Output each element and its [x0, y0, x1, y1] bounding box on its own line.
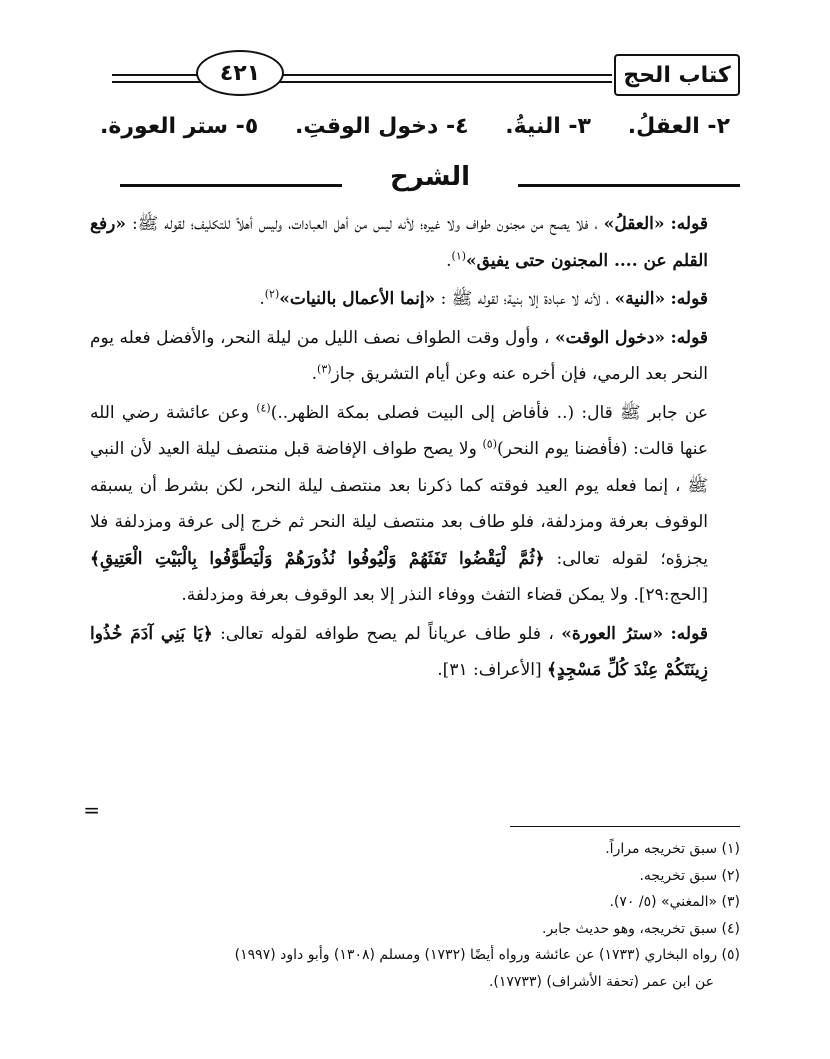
quran-verse: ﴿يَا بَنِي آدَمَ خُذُوا زِينَتَكُمْ عِنْدَ كُلِّ مَسْجِدٍ﴾ [90, 623, 708, 680]
continuation-mark: = [83, 798, 100, 822]
text: ، لأنه لا عبادة إلا بنية؛ لقوله ﷺ : [440, 289, 610, 309]
paragraph-evidence [90, 395, 740, 614]
term: «العقلُ» [603, 214, 665, 234]
label: قوله: [670, 623, 708, 644]
footnote-ref: (٢) [264, 287, 280, 301]
paragraph-time: قوله: «دخول الوقت» ، وأول وقت الطواف نصف الليل من ليلة النحر، والأفضل فعله يوم النحر بعد الرمي، فإن أخره عنه وعن أيام التشريق جاز$^{(٣)}$. [90, 327, 708, 384]
paragraph-covering: قوله: «سترُ العورة» ، فلو طاف عرياناً لم يصح طوافه لقوله تعالى: ﴿يَا بَنِي آدَمَ خُذُوا زِينَتَكُمْ عِنْدَ كُلِّ مَسْجِدٍ﴾ [الأعراف: ٣١]. [90, 623, 708, 680]
paragraph-intention: قوله: «النية» ، لأنه لا عبادة إلا بنية؛ لقوله ﷺ : «إنما الأعمال بالنيات»$^{(٢)}$. [259, 287, 708, 309]
condition-item: ٤- دخول الوقتِ. [294, 114, 469, 139]
text: ولا يصح طواف الإفاضة قبل منتصف ليلة العيد لأن النبي ﷺ ، إنما فعله يوم العيد فوقته كما ذكرنا بعد منتصف ليلة النحر، لكن بشرط أن يسبقه الوقوف بعرفة ومزدلفة، فلو طاف بعد منتصف ليلة النحر ثم خرج إلى عرفة ومزدلفة فلا يجزؤه؛ لقوله تعالى: [90, 439, 708, 569]
hadith-quote: «إنما الأعمال بالنيات» [279, 289, 436, 309]
text: ، فلا يصح من مجنون طواف ولا غيره؛ لأنه ليس من أهل العبادات، وليس أهلاً للتكليف؛ لقوله ﷺ: [132, 214, 598, 234]
footnote: (٤) سبق تخريجه، وهو حديث جابر. [542, 920, 740, 937]
label: قوله: [670, 327, 708, 348]
paragraph-reason: قوله: «العقلُ» ، فلا يصح من مجنون طواف ولا غيره؛ لأنه ليس من أهل العبادات، وليس أهلاً للتكليف؛ لقوله ﷺ: «رفع القلم عن .... المجنون حتى يفيق»$^{(١)}$. [90, 214, 709, 271]
footnote-ref: (١) [451, 248, 467, 262]
label: قوله: [670, 214, 709, 234]
term: «سترُ العورة» [561, 623, 664, 644]
header-rule-bottom [112, 81, 612, 83]
hadith-quote: «رفع القلم عن .... المجنون حتى يفيق» [90, 214, 708, 271]
header-rule-top [112, 74, 612, 76]
footnotes [90, 836, 740, 995]
text: ، وأول وقت الطواف نصف الليل من ليلة النحر، والأفضل فعله يوم النحر بعد الرمي، فإن أخره عنه وعن أيام التشريق جاز [90, 327, 708, 384]
quran-verse: ﴿ثُمَّ لْيَقْضُوا تَفَثَهُمْ وَلْيُوفُوا نُذُورَهُمْ وَلْيَطَّوَّفُوا بِالْبَيْتِ الْعَتِيقِ﴾ [90, 548, 545, 569]
section-title: الشرح [389, 162, 471, 192]
page-header [112, 48, 740, 98]
footnote-ref: (٣) [317, 362, 332, 376]
text: ، فلو طاف عرياناً لم يصح طوافه لقوله تعالى: [220, 623, 554, 644]
term: «دخول الوقت» [555, 327, 666, 348]
commentary-body [90, 206, 740, 691]
text: عن جابر ﷺ قال: (.. فأفاض إلى البيت فصلى بمكة الظهر..) [270, 402, 708, 423]
verse-reference: [الأعراف: ٣١] [442, 660, 542, 680]
book-title: كتاب الحج [614, 54, 740, 96]
footnote-continuation: عن ابن عمر (تحفة الأشراف) (١٧٧٣٣). [488, 973, 714, 990]
footnote-divider [510, 826, 740, 827]
condition-item: ٥- ستر العورة. [100, 114, 259, 139]
footnote-ref: (٥) [482, 437, 497, 451]
condition-item: ٣- النيةُ. [505, 114, 591, 139]
footnote: (١) سبق تخريجه مراراً. [605, 841, 740, 857]
footnote: (٢) سبق تخريجه. [639, 867, 740, 884]
footnote: (٣) «المغني» (٥/ ٧٠). [609, 894, 740, 910]
text: . ولا يمكن قضاء التفث ووفاء النذر إلا بعد الوقوف بعرفة ومزدلفة. [181, 585, 639, 605]
verse-reference: [الحج:٢٩] [638, 585, 708, 605]
section-heading [120, 162, 740, 202]
term: «النية» [614, 289, 666, 309]
condition-item: ٢- العقلُ. [627, 114, 730, 139]
conditions-list [100, 114, 730, 154]
label: قوله: [670, 289, 708, 309]
footnote-ref: (٤) [256, 400, 271, 414]
footnote: (٥) رواه البخاري (١٧٣٣) عن عائشة ورواه أيضًا (١٧٣٢) ومسلم (١٣٠٨) وأبو داود (١٩٩٧) [234, 947, 740, 963]
text: وعن عائشة رضي الله عنها قالت: (فأفضنا يوم النحر) [90, 402, 708, 459]
page-number: ٤٢١ [196, 50, 284, 96]
